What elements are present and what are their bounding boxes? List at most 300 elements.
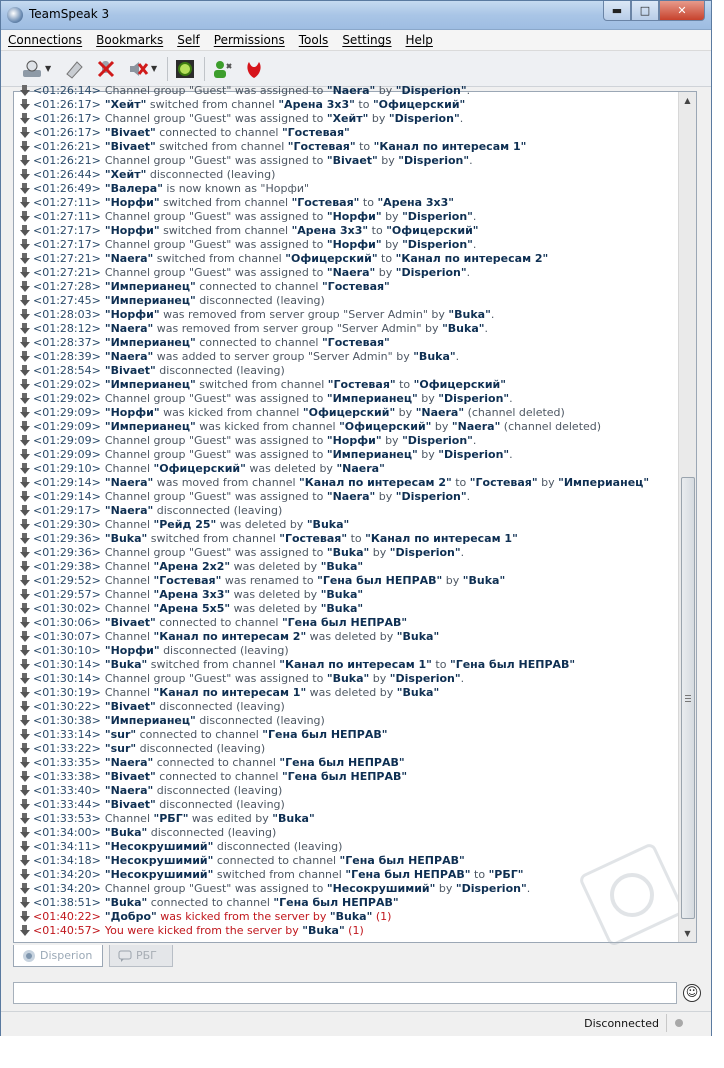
teamspeak-watermark-icon bbox=[572, 847, 682, 942]
window-title: TeamSpeak 3 bbox=[29, 7, 110, 21]
log-entity: "Гена был НЕПРАВ" bbox=[317, 574, 443, 587]
log-arrow-icon bbox=[20, 757, 30, 769]
log-line bbox=[20, 700, 676, 714]
log-text: was moved from channel bbox=[153, 476, 300, 489]
log-text: disconnected (leaving) bbox=[155, 364, 285, 377]
log-text: to bbox=[368, 224, 387, 237]
log-arrow-icon bbox=[20, 141, 30, 153]
log-text: to bbox=[470, 868, 489, 881]
log-arrow-icon bbox=[20, 113, 30, 125]
log-text: Channel bbox=[104, 686, 154, 699]
log-entity: "Disperion" bbox=[438, 392, 510, 405]
log-text: was deleted by bbox=[230, 588, 321, 601]
log-timestamp: <01:33:35> bbox=[33, 756, 101, 769]
log-line bbox=[20, 504, 676, 518]
log-timestamp: <01:30:14> bbox=[33, 672, 101, 685]
log-text: to bbox=[451, 476, 470, 489]
log-text: by bbox=[442, 574, 463, 587]
log-timestamp: <01:33:38> bbox=[33, 770, 101, 783]
log-text: to bbox=[355, 140, 374, 153]
log-entity: "Гостевая" bbox=[321, 280, 390, 293]
log-timestamp: <01:27:21> bbox=[33, 252, 101, 265]
away-icon bbox=[174, 58, 196, 80]
log-arrow-icon bbox=[20, 225, 30, 237]
log-arrow-icon bbox=[20, 295, 30, 307]
log-line bbox=[20, 364, 676, 378]
log-timestamp: <01:29:14> bbox=[33, 476, 101, 489]
log-arrow-icon bbox=[20, 435, 30, 447]
log-text: to bbox=[431, 658, 450, 671]
minimize-button[interactable]: ▬ bbox=[603, 1, 631, 21]
tab-server[interactable] bbox=[13, 945, 103, 967]
server-tab-icon bbox=[22, 949, 36, 963]
log-entity: "Naera" bbox=[326, 266, 376, 279]
log-arrow-icon bbox=[20, 645, 30, 657]
log-text: . bbox=[466, 490, 471, 503]
log-text: switched from channel bbox=[195, 378, 328, 391]
log-timestamp: <01:40:57> bbox=[33, 924, 101, 937]
log-arrow-icon bbox=[20, 519, 30, 531]
log-arrow-icon bbox=[20, 715, 30, 727]
log-text: switched from channel bbox=[159, 224, 292, 237]
log-line bbox=[20, 378, 676, 392]
log-entity: "Disperion" bbox=[438, 448, 510, 461]
log-timestamp: <01:29:36> bbox=[33, 546, 101, 559]
log-timestamp: <01:34:20> bbox=[33, 868, 101, 881]
log-timestamp: <01:29:30> bbox=[33, 518, 101, 531]
log-entity: "Канал по интересам 1" bbox=[373, 140, 527, 153]
maximize-button[interactable]: □ bbox=[631, 1, 659, 21]
log-entity: "Disperion" bbox=[402, 238, 473, 251]
log-text: connected to channel bbox=[155, 616, 282, 629]
log-text: was deleted by bbox=[230, 602, 321, 615]
log-entity: "РБГ" bbox=[488, 868, 524, 881]
log-arrow-icon bbox=[20, 547, 30, 559]
menu-bar bbox=[1, 30, 711, 51]
log-entity: "Buka" bbox=[329, 910, 373, 923]
log-arrow-icon bbox=[20, 211, 30, 223]
log-text: to bbox=[359, 196, 378, 209]
log-arrow-icon bbox=[20, 155, 30, 167]
log-entity: "Арена 3x3" bbox=[153, 588, 231, 601]
menu-bookmarks[interactable]: Bookmarks bbox=[96, 33, 164, 47]
emoticon-icon[interactable]: ☺ bbox=[683, 984, 701, 1002]
log-entity: "Buka" bbox=[272, 812, 315, 825]
log-timestamp: <01:26:49> bbox=[33, 182, 101, 195]
log-timestamp: <01:29:02> bbox=[33, 392, 101, 405]
close-button[interactable]: ✕ bbox=[659, 1, 705, 21]
log-entity: "Гостевая" bbox=[287, 140, 356, 153]
log-arrow-icon bbox=[20, 617, 30, 629]
log-text: to bbox=[347, 532, 366, 545]
log-text: was assigned to bbox=[231, 84, 327, 97]
log-entity: "Несокрушимий" bbox=[104, 868, 214, 881]
log-timestamp: <01:34:11> bbox=[33, 840, 101, 853]
log-line bbox=[20, 756, 676, 770]
log-text: by bbox=[435, 882, 456, 895]
contacts-button[interactable] bbox=[209, 56, 235, 82]
log-entity: "Гена был НЕПРАВ" bbox=[273, 896, 399, 909]
log-line bbox=[20, 714, 676, 728]
server-tab-bar bbox=[13, 945, 697, 969]
log-text: Channel group "Guest" was assigned to bbox=[104, 238, 327, 251]
log-entity: "Naera" bbox=[104, 350, 154, 363]
log-lines bbox=[20, 84, 676, 938]
status-bar bbox=[1, 1011, 711, 1036]
log-arrow-icon bbox=[20, 631, 30, 643]
mute-microphone-button[interactable] bbox=[93, 56, 119, 82]
log-text: disconnected (leaving) bbox=[146, 168, 276, 181]
log-timestamp: <01:29:52> bbox=[33, 574, 101, 587]
log-entity: "Гостевая" bbox=[469, 476, 538, 489]
menu-permissions[interactable]: Permissions bbox=[213, 33, 285, 47]
log-entity: "Disperion" bbox=[388, 112, 460, 125]
log-timestamp: <01:33:40> bbox=[33, 784, 101, 797]
log-line bbox=[20, 602, 676, 616]
log-text: . bbox=[469, 154, 473, 167]
log-text: Channel bbox=[104, 518, 154, 531]
log-entity: "Несокрушимий" bbox=[104, 840, 214, 853]
log-timestamp: <01:26:17> bbox=[33, 112, 101, 125]
scroll-up-arrow-icon[interactable]: ▲ bbox=[684, 96, 691, 105]
log-text: disconnected (leaving) bbox=[213, 840, 343, 853]
log-line bbox=[20, 154, 676, 168]
log-arrow-icon bbox=[20, 841, 30, 853]
log-timestamp: <01:29:10> bbox=[33, 462, 101, 475]
log-entity: "Гостевая" bbox=[281, 126, 350, 139]
log-entity: "Канал по интересам 1" bbox=[153, 686, 307, 699]
log-arrow-icon bbox=[20, 281, 30, 293]
log-line bbox=[20, 462, 676, 476]
log-arrow-icon bbox=[20, 533, 30, 545]
teamspeak-logo-icon bbox=[7, 7, 23, 23]
log-entity: "Норфи" bbox=[104, 308, 160, 321]
menu-connections[interactable]: Connections bbox=[8, 33, 83, 47]
log-text: Channel group bbox=[104, 84, 189, 97]
log-text: was deleted by bbox=[216, 518, 307, 531]
log-text: connected to channel bbox=[195, 336, 322, 349]
log-text: Channel group "Guest" was assigned to bbox=[104, 546, 327, 559]
log-arrow-icon bbox=[20, 183, 30, 195]
log-arrow-icon bbox=[20, 505, 30, 517]
log-line bbox=[20, 392, 676, 406]
log-text: connected to channel bbox=[195, 280, 322, 293]
log-entity: "Bivaet" bbox=[104, 770, 156, 783]
log-text: by bbox=[431, 420, 452, 433]
log-text: was kicked from channel bbox=[159, 406, 303, 419]
log-timestamp: <01:30:22> bbox=[33, 700, 101, 713]
log-entity: "Disperion" bbox=[395, 266, 467, 279]
log-text: . bbox=[459, 112, 464, 125]
log-entity: "Buka" bbox=[320, 560, 364, 573]
log-line bbox=[20, 252, 676, 266]
log-arrow-icon bbox=[20, 785, 30, 797]
toolbar bbox=[1, 51, 711, 87]
log-entity: "Buka" bbox=[320, 588, 364, 601]
log-text: . bbox=[490, 308, 495, 321]
log-line bbox=[20, 812, 676, 826]
log-text: Channel group "Guest" was assigned to bbox=[104, 448, 327, 461]
log-entity: "Naera" bbox=[326, 490, 376, 503]
log-text: is now known as "Норфи" bbox=[162, 182, 310, 195]
log-arrow-icon bbox=[20, 477, 30, 489]
log-entity: "Buka" bbox=[326, 546, 370, 559]
log-arrow-icon bbox=[20, 855, 30, 867]
log-entity: "Империанец" bbox=[104, 294, 196, 307]
log-arrow-icon bbox=[20, 463, 30, 475]
log-line bbox=[20, 518, 676, 532]
tab-channel[interactable] bbox=[109, 945, 173, 967]
log-line bbox=[20, 350, 676, 364]
log-entity: "Naera" bbox=[104, 322, 154, 335]
log-line bbox=[20, 406, 676, 420]
log-entity: "Buka" bbox=[104, 658, 148, 671]
log-line bbox=[20, 420, 676, 434]
log-line bbox=[20, 322, 676, 336]
chat-input[interactable] bbox=[13, 982, 677, 1004]
log-entity: "Гена был НЕПРАВ" bbox=[262, 728, 388, 741]
menu-tools[interactable]: Tools bbox=[298, 33, 329, 47]
scroll-thumb[interactable] bbox=[681, 477, 695, 919]
log-text: switched from channel bbox=[147, 532, 280, 545]
log-text: to bbox=[354, 98, 373, 111]
log-entity: "Арена 3x3" bbox=[377, 196, 455, 209]
log-line bbox=[20, 672, 676, 686]
mute-speakers-button[interactable] bbox=[125, 56, 151, 82]
log-timestamp: <01:30:10> bbox=[33, 644, 101, 657]
log-timestamp: <01:26:44> bbox=[33, 168, 101, 181]
log-entity: "Buka" bbox=[306, 518, 350, 531]
log-text: to bbox=[395, 378, 414, 391]
log-text: was removed from server group "Server Admin" by bbox=[153, 322, 443, 335]
log-timestamp: <01:28:12> bbox=[33, 322, 101, 335]
log-text: by bbox=[368, 112, 389, 125]
log-text: . bbox=[455, 350, 460, 363]
log-text: connected to channel bbox=[155, 126, 282, 139]
log-arrow-icon bbox=[20, 449, 30, 461]
log-arrow-icon bbox=[20, 253, 30, 265]
log-line bbox=[20, 826, 676, 840]
log-timestamp: <01:26:17> bbox=[33, 98, 101, 111]
log-text: switched from channel bbox=[146, 98, 279, 111]
log-arrow-icon bbox=[20, 323, 30, 335]
log-entity: "Империанец" bbox=[104, 420, 196, 433]
log-entity: "Disperion" bbox=[389, 672, 461, 685]
contacts-icon bbox=[211, 58, 233, 80]
log-timestamp: <01:40:22> bbox=[33, 910, 101, 923]
log-line bbox=[20, 280, 676, 294]
window-controls bbox=[603, 1, 705, 21]
log-entity: "Офицерский" bbox=[413, 378, 506, 391]
log-entity: "Naera" bbox=[336, 462, 385, 475]
log-line bbox=[20, 728, 676, 742]
log-entity: "Гена был НЕПРАВ" bbox=[281, 770, 408, 783]
log-text: Channel group "Guest" was assigned to bbox=[104, 392, 327, 405]
log-entity: "Disperion" bbox=[402, 434, 473, 447]
log-entity: "Buka" bbox=[104, 532, 148, 545]
log-entity: "Bivaet" bbox=[104, 140, 156, 153]
log-entity: "Buka" bbox=[462, 574, 506, 587]
menu-self[interactable]: Self bbox=[177, 33, 200, 47]
log-arrow-icon bbox=[20, 491, 30, 503]
log-timestamp: <01:30:19> bbox=[33, 686, 101, 699]
log-text: Channel bbox=[104, 560, 154, 573]
log-entity: "Naera" bbox=[104, 784, 154, 797]
log-timestamp: <01:30:02> bbox=[33, 602, 101, 615]
log-text: You were kicked from the server by bbox=[104, 924, 303, 937]
log-entity: "sur" bbox=[104, 742, 137, 755]
log-timestamp: <01:38:51> bbox=[33, 896, 101, 909]
log-entity: "Валера" bbox=[104, 182, 163, 195]
log-entity: "Арена 3x3" bbox=[291, 224, 369, 237]
log-text: Channel group "Guest" was assigned to bbox=[104, 882, 327, 895]
mute-microphone-icon bbox=[95, 58, 117, 80]
log-arrow-icon bbox=[20, 883, 30, 895]
log-arrow-icon bbox=[20, 407, 30, 419]
log-line bbox=[20, 798, 676, 812]
log-entity: "Империанец" bbox=[104, 336, 196, 349]
log-line bbox=[20, 126, 676, 140]
server-log[interactable] bbox=[13, 84, 697, 943]
log-timestamp: <01:27:28> bbox=[33, 280, 101, 293]
log-line bbox=[20, 560, 676, 574]
log-entity: "Buka" bbox=[396, 686, 440, 699]
log-line bbox=[20, 574, 676, 588]
log-line bbox=[20, 336, 676, 350]
log-entity: "Рейд 25" bbox=[153, 518, 217, 531]
log-line bbox=[20, 168, 676, 182]
mute-speakers-icon bbox=[127, 58, 149, 80]
disconnect-button[interactable] bbox=[61, 56, 87, 82]
log-text: Channel bbox=[104, 602, 154, 615]
log-line bbox=[20, 182, 676, 196]
log-timestamp: <01:29:14> bbox=[33, 490, 101, 503]
log-text: disconnected (leaving) bbox=[155, 798, 285, 811]
log-text: disconnected (leaving) bbox=[195, 294, 325, 307]
log-entity: "Норфи" bbox=[104, 196, 160, 209]
log-entity: "Канал по интересам 1" bbox=[279, 658, 432, 671]
log-line bbox=[20, 238, 676, 252]
log-text: (1) bbox=[344, 924, 364, 937]
log-entity: "Naera" bbox=[104, 756, 154, 769]
log-entity: "Норфи" bbox=[104, 644, 160, 657]
log-arrow-icon bbox=[20, 99, 30, 111]
log-timestamp: <01:27:21> bbox=[33, 266, 101, 279]
menu-help[interactable]: Help bbox=[405, 33, 433, 47]
log-text: "Guest" bbox=[188, 84, 232, 97]
log-text: connected to channel bbox=[153, 756, 280, 769]
log-timestamp: <01:28:03> bbox=[33, 308, 101, 321]
log-timestamp: <01:34:18> bbox=[33, 854, 101, 867]
log-text: (1) bbox=[372, 910, 392, 923]
channel-commander-button[interactable] bbox=[241, 56, 267, 82]
log-line bbox=[20, 742, 676, 756]
log-arrow-icon bbox=[20, 379, 30, 391]
log-text: disconnected (leaving) bbox=[159, 644, 289, 657]
log-text: Channel group "Guest" was assigned to bbox=[104, 266, 327, 279]
log-text: . bbox=[460, 546, 465, 559]
log-text: . bbox=[472, 210, 477, 223]
log-entity: "Гена был НЕПРАВ" bbox=[345, 868, 471, 881]
log-arrow-icon bbox=[20, 393, 30, 405]
log-text: switched from channel bbox=[155, 140, 288, 153]
log-line bbox=[20, 224, 676, 238]
log-entity: "Гена был НЕПРАВ" bbox=[339, 854, 465, 867]
log-entity: "Гостевая" bbox=[279, 532, 348, 545]
log-text: was deleted by bbox=[306, 686, 397, 699]
log-entity: "Naera" bbox=[326, 84, 376, 97]
title-bar[interactable] bbox=[1, 1, 711, 30]
log-entity: "Naera" bbox=[415, 406, 465, 419]
log-entity: "Buka" bbox=[396, 630, 440, 643]
log-arrow-icon bbox=[20, 771, 30, 783]
log-line bbox=[20, 686, 676, 700]
log-text: was kicked from the server by bbox=[156, 910, 330, 923]
log-line bbox=[20, 770, 676, 784]
log-text: was deleted by bbox=[306, 630, 397, 643]
log-entity: "Арена 5x5" bbox=[153, 602, 231, 615]
mute-speakers-dropdown-arrow[interactable]: ▼ bbox=[151, 64, 158, 73]
log-timestamp: <01:27:11> bbox=[33, 210, 101, 223]
log-text: . bbox=[460, 672, 465, 685]
log-text: was added to server group "Server Admin" by bbox=[153, 350, 414, 363]
log-text: disconnected (leaving) bbox=[153, 504, 283, 517]
log-entity: "Buka" bbox=[104, 826, 148, 839]
log-scrollbar[interactable] bbox=[678, 92, 696, 942]
log-text: switched from channel bbox=[147, 658, 280, 671]
log-text: Channel bbox=[104, 630, 154, 643]
log-arrow-icon bbox=[20, 729, 30, 741]
log-timestamp: <01:27:17> bbox=[33, 238, 101, 251]
log-text: disconnected (leaving) bbox=[136, 742, 266, 755]
log-entity: "Офицерский" bbox=[372, 98, 466, 111]
log-timestamp: <01:33:44> bbox=[33, 798, 101, 811]
connect-button[interactable] bbox=[19, 56, 45, 82]
log-entity: "Добро" bbox=[104, 910, 157, 923]
log-text: . bbox=[472, 434, 477, 447]
log-timestamp: <01:29:02> bbox=[33, 378, 101, 391]
log-text: to bbox=[377, 252, 396, 265]
log-entity: "Норфи" bbox=[326, 210, 382, 223]
log-entity: "Disperion" bbox=[395, 84, 467, 97]
log-arrow-icon bbox=[20, 813, 30, 825]
log-text: by bbox=[375, 84, 396, 97]
log-timestamp: <01:29:17> bbox=[33, 504, 101, 517]
log-arrow-icon bbox=[20, 197, 30, 209]
log-entity: "РБГ" bbox=[153, 812, 189, 825]
log-arrow-icon bbox=[20, 239, 30, 251]
log-entity: "Империанец" bbox=[326, 448, 418, 461]
menu-settings[interactable]: Settings bbox=[342, 33, 392, 47]
log-timestamp: <01:26:21> bbox=[33, 154, 101, 167]
log-entity: "Хейт" bbox=[104, 98, 147, 111]
log-timestamp: <01:27:11> bbox=[33, 196, 101, 209]
log-entity: "Империанец" bbox=[104, 280, 196, 293]
away-button[interactable] bbox=[172, 56, 198, 82]
log-timestamp: <01:29:57> bbox=[33, 588, 101, 601]
log-arrow-icon bbox=[20, 799, 30, 811]
connect-dropdown-arrow[interactable]: ▼ bbox=[45, 64, 52, 73]
log-arrow-icon bbox=[20, 561, 30, 573]
log-arrow-icon bbox=[20, 659, 30, 671]
log-arrow-icon bbox=[20, 309, 30, 321]
log-arrow-icon bbox=[20, 85, 30, 97]
log-text: by bbox=[381, 238, 403, 251]
log-entity: "Офицерский" bbox=[386, 224, 479, 237]
log-line bbox=[20, 588, 676, 602]
log-timestamp: <01:33:53> bbox=[33, 812, 101, 825]
scroll-down-arrow-icon[interactable]: ▼ bbox=[684, 929, 691, 938]
